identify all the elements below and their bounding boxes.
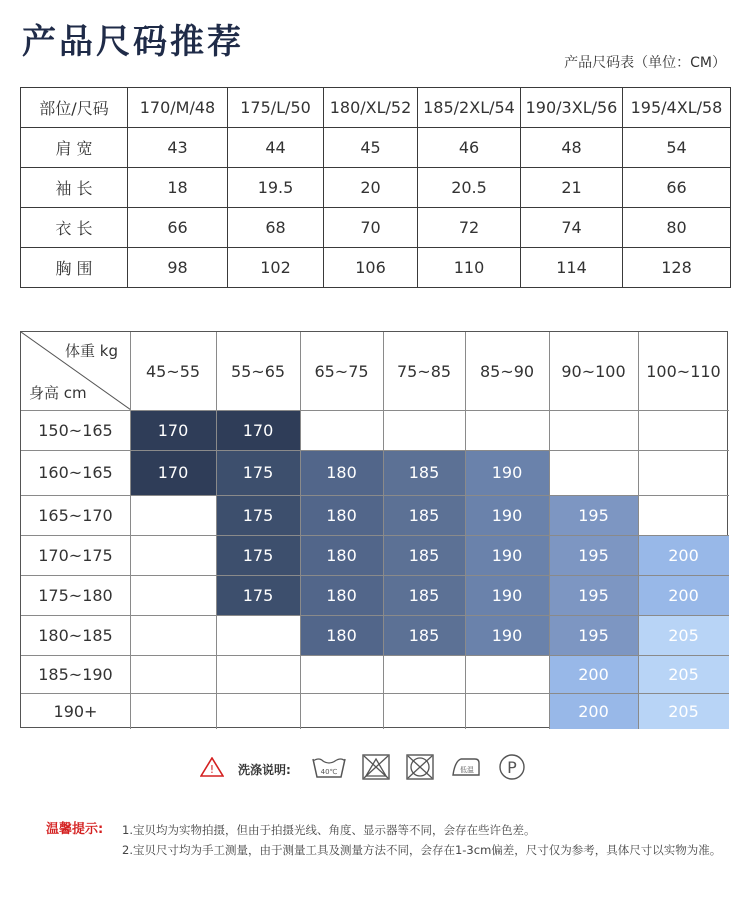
height-range-label: 180~185: [38, 625, 113, 645]
svg-text:低温: 低温: [459, 766, 474, 774]
size-fill-cell: 175: [216, 575, 300, 615]
height-range-label: 170~175: [38, 545, 113, 565]
table-cell: 46: [418, 128, 521, 168]
size-fill-cell: 205: [638, 655, 729, 693]
size-fill-cell: 190: [465, 495, 549, 535]
weight-axis-label: 体重 kg: [65, 342, 118, 360]
tips-line: 2.宝贝尺寸均为手工测量，由于测量工具及测量方法不同，会存在1-3cm偏差，尺寸仅为参考，具体尺寸以实物为准。: [122, 843, 722, 857]
size-fill-cell: 190: [465, 450, 549, 495]
table-cell: 21: [521, 168, 623, 208]
height-range-label: 150~165: [38, 420, 113, 440]
weight-range-header: 90~100: [561, 361, 626, 381]
svg-text:!: !: [209, 763, 215, 776]
table-cell: 98: [128, 248, 228, 288]
tips-line: 1.宝贝均为实物拍摄，但由于拍摄光线、角度、显示器等不同，会存在些许色差。: [122, 823, 536, 837]
size-fill-cell: 180: [300, 495, 383, 535]
table-cell: 106: [324, 248, 418, 288]
svg-text:40℃: 40℃: [320, 768, 338, 776]
table-cell: 18: [128, 168, 228, 208]
size-fill-cell: 185: [383, 450, 465, 495]
header-cell: 180/XL/52: [324, 88, 418, 128]
size-table-header: [21, 88, 731, 128]
weight-range-header: 45~55: [145, 361, 201, 381]
table-cell: 54: [623, 128, 731, 168]
size-fill-cell: 180: [300, 450, 383, 495]
weight-range-header: 75~85: [396, 361, 452, 381]
table-cell: 20: [324, 168, 418, 208]
table-cell: 44: [228, 128, 324, 168]
table-cell: 68: [228, 208, 324, 248]
row-label: 袖 长: [21, 168, 128, 208]
table-cell: 128: [623, 248, 731, 288]
table-cell: 110: [418, 248, 521, 288]
header-cell: 175/L/50: [228, 88, 324, 128]
table-cell: 80: [623, 208, 731, 248]
table-cell: 45: [324, 128, 418, 168]
table-row: [21, 128, 731, 168]
table-cell: 72: [418, 208, 521, 248]
size-table: [20, 87, 731, 288]
table-cell: 20.5: [418, 168, 521, 208]
row-label: 胸 围: [21, 248, 128, 288]
size-fill-cell: 185: [383, 575, 465, 615]
table-cell: 66: [623, 168, 731, 208]
size-fill-cell: 190: [465, 615, 549, 655]
warning-icon: [200, 757, 224, 781]
header-cell: 170/M/48: [128, 88, 228, 128]
size-fill-cell: 175: [216, 450, 300, 495]
no-bleach-icon: [361, 753, 391, 785]
table-cell: 74: [521, 208, 623, 248]
svg-text:P: P: [506, 758, 517, 777]
wash-instructions: [200, 752, 527, 786]
size-fill-cell: 195: [549, 495, 638, 535]
size-fill-cell: 185: [383, 495, 465, 535]
table-row: [21, 248, 731, 288]
weight-range-header: 100~110: [646, 361, 721, 381]
size-fill-cell: 170: [216, 410, 300, 450]
page-title: 产品尺码推荐: [22, 22, 244, 62]
height-axis-label: 身高 cm: [29, 384, 87, 402]
table-cell: 70: [324, 208, 418, 248]
size-fill-cell: 180: [300, 575, 383, 615]
header-cell: 部位/尺码: [21, 88, 128, 128]
size-fill-cell: 175: [216, 535, 300, 575]
weight-range-header: 85~90: [479, 361, 535, 381]
size-fill-cell: 195: [549, 535, 638, 575]
height-range-label: 160~165: [38, 463, 113, 482]
table-cell: 19.5: [228, 168, 324, 208]
header-cell: 190/3XL/56: [521, 88, 623, 128]
size-fill-cell: 190: [465, 575, 549, 615]
table-cell: 102: [228, 248, 324, 288]
size-fill-cell: 195: [549, 615, 638, 655]
height-range-label: 190+: [53, 701, 98, 721]
height-range-label: 175~180: [38, 585, 113, 605]
size-fill-cell: 190: [465, 535, 549, 575]
size-fill-cell: 175: [216, 495, 300, 535]
height-range-label: 165~170: [38, 505, 113, 525]
table-cell: 66: [128, 208, 228, 248]
size-fill-cell: 170: [130, 410, 216, 450]
table-cell: 114: [521, 248, 623, 288]
size-fill-cell: 205: [638, 615, 729, 655]
weight-range-header: 65~75: [314, 361, 369, 381]
size-fill-cell: 180: [300, 615, 383, 655]
wash-label: 洗涤说明:: [238, 762, 291, 777]
size-fill-cell: 200: [638, 575, 729, 615]
weight-range-header: 55~65: [230, 361, 286, 381]
tips-heading: 温馨提示:: [46, 822, 104, 837]
no-tumble-dry-icon: [405, 753, 435, 785]
size-fill-cell: 200: [549, 655, 638, 693]
size-fill-cell: 195: [549, 575, 638, 615]
table-cell: 43: [128, 128, 228, 168]
row-label: 衣 长: [21, 208, 128, 248]
size-fill-cell: 200: [638, 535, 729, 575]
table-row: [21, 208, 731, 248]
dry-clean-p-icon: [497, 752, 527, 786]
size-fill-cell: 200: [549, 693, 638, 729]
wash-40c-icon: [311, 753, 347, 785]
size-fill-cell: 185: [383, 535, 465, 575]
table-caption: 产品尺码表（单位：CM）: [564, 55, 726, 71]
size-fill-cell: 185: [383, 615, 465, 655]
iron-low-icon: [449, 753, 483, 785]
row-label: 肩 宽: [21, 128, 128, 168]
tips-section: [46, 820, 736, 860]
size-recommendation-grid: [20, 331, 728, 728]
table-cell: 48: [521, 128, 623, 168]
header-cell: 185/2XL/54: [418, 88, 521, 128]
header-cell: 195/4XL/58: [623, 88, 731, 128]
height-range-label: 185~190: [38, 664, 113, 684]
size-fill-cell: 170: [130, 450, 216, 495]
size-fill-cell: 205: [638, 693, 729, 729]
table-row: [21, 168, 731, 208]
size-fill-cell: 180: [300, 535, 383, 575]
